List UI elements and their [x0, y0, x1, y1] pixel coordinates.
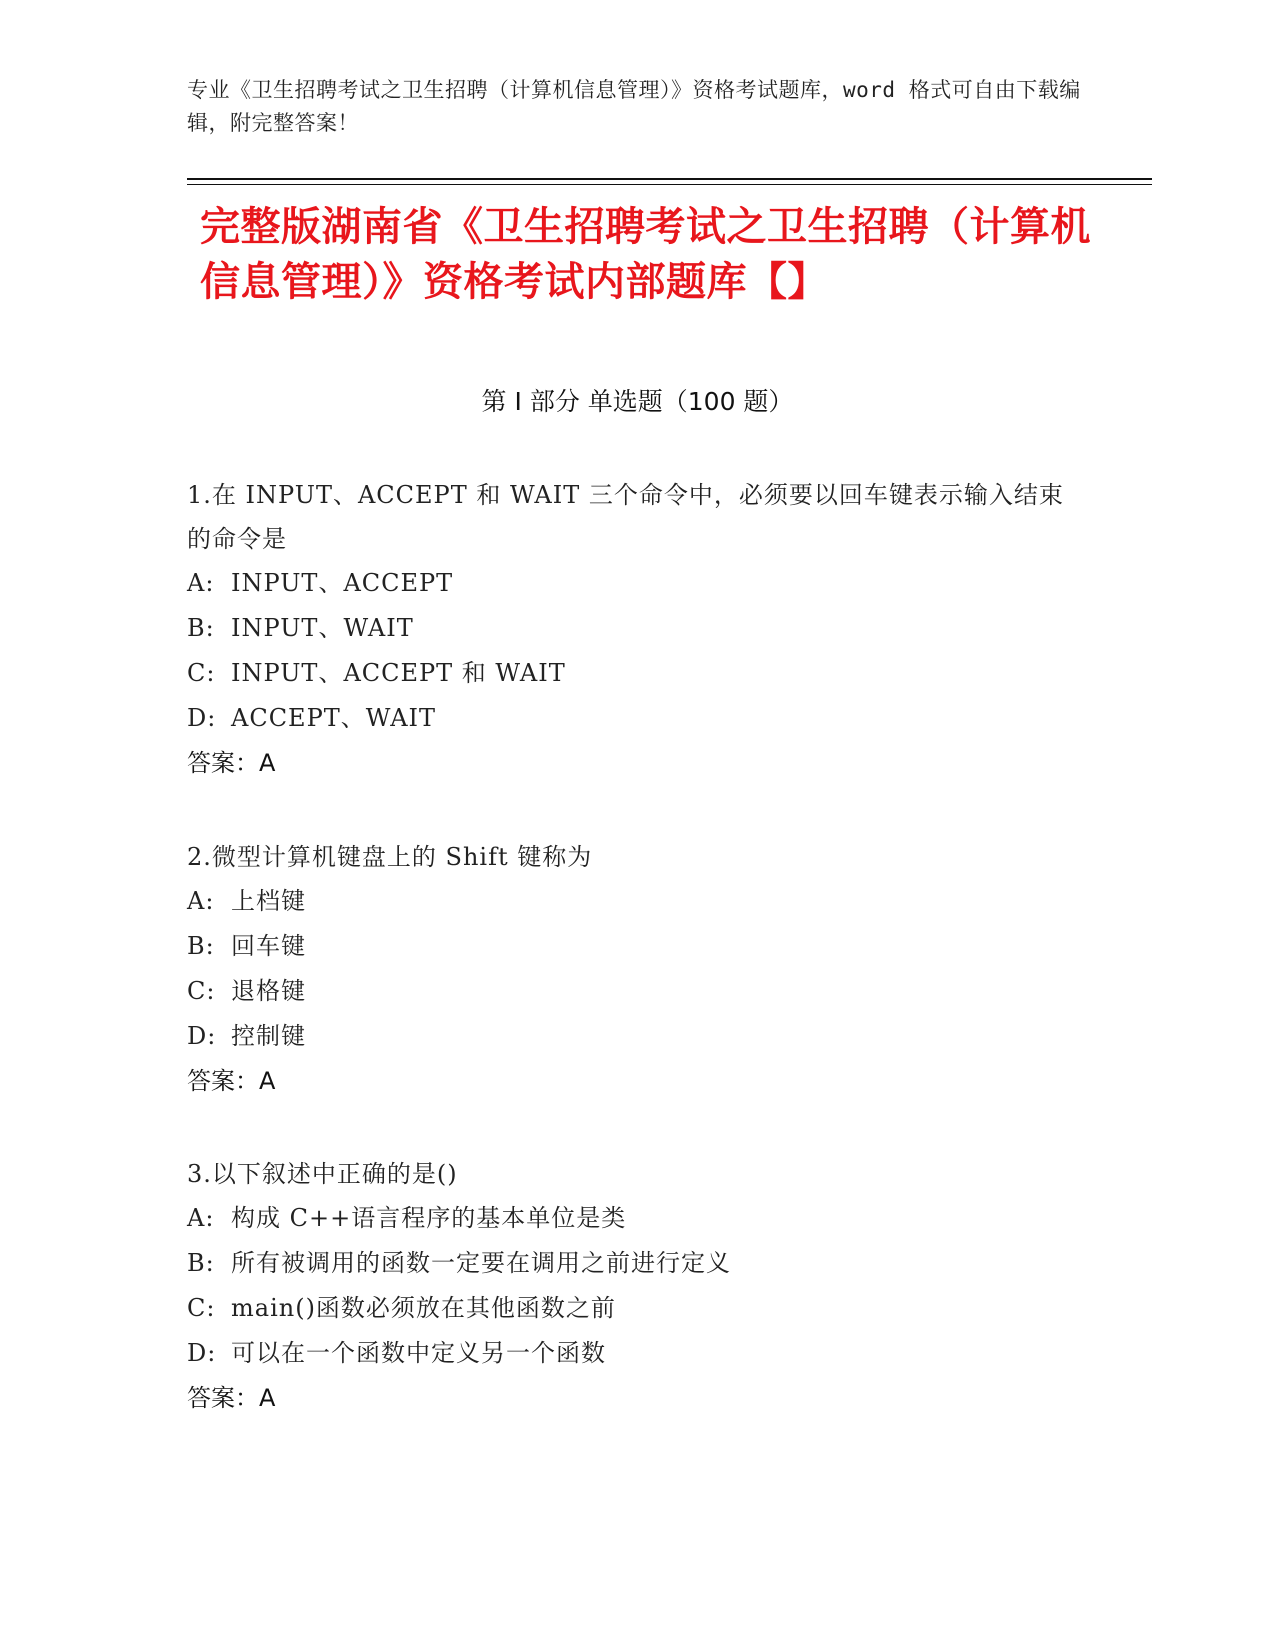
option-c	[187, 651, 1087, 696]
option-b	[187, 924, 1087, 969]
option-letter: D:	[187, 704, 217, 732]
option-a	[187, 879, 1087, 924]
option-a	[187, 561, 1087, 606]
option-text: 构成 C++语言程序的基本单位是类	[231, 1204, 627, 1232]
option-text: 退格键	[231, 977, 306, 1005]
header-divider-thick	[187, 178, 1152, 180]
question-3	[187, 1152, 1087, 1421]
option-text: ACCEPT、WAIT	[231, 704, 437, 732]
question-stem: 3.以下叙述中正确的是()	[187, 1160, 458, 1188]
option-letter: A:	[187, 1204, 215, 1232]
question-stem: 1.在 INPUT、ACCEPT 和 WAIT 三个命令中，必须要以回车键表示输入结束的命令是	[187, 481, 1064, 553]
option-text: INPUT、WAIT	[231, 614, 414, 642]
question-2	[187, 835, 1087, 1104]
option-text: 可以在一个函数中定义另一个函数	[231, 1339, 606, 1367]
option-letter: A:	[187, 569, 215, 597]
option-text: 上档键	[231, 887, 306, 915]
option-text: INPUT、ACCEPT 和 WAIT	[231, 659, 566, 687]
option-text: INPUT、ACCEPT	[231, 569, 454, 597]
option-letter: B:	[187, 1249, 215, 1277]
option-text: 控制键	[231, 1022, 306, 1050]
document-title: 完整版湖南省《卫生招聘考试之卫生招聘（计算机信息管理）》资格考试内部题库【】	[200, 204, 1091, 305]
option-d	[187, 696, 1087, 741]
question-stem: 2.微型计算机键盘上的 Shift 键称为	[187, 843, 593, 871]
option-b	[187, 1241, 1087, 1286]
option-letter: B:	[187, 932, 215, 960]
option-text: 回车键	[231, 932, 306, 960]
option-letter: C:	[187, 977, 216, 1005]
header-divider-thin	[187, 184, 1152, 185]
option-letter: D:	[187, 1022, 217, 1050]
option-d	[187, 1331, 1087, 1376]
option-b	[187, 606, 1087, 651]
option-letter: C:	[187, 659, 216, 687]
section-heading: 第 I 部分 单选题（100 题）	[481, 387, 794, 416]
option-c	[187, 969, 1087, 1014]
option-letter: A:	[187, 887, 215, 915]
answer: 答案：A	[187, 1384, 276, 1412]
option-text: main()函数必须放在其他函数之前	[231, 1294, 616, 1322]
answer: 答案：A	[187, 1067, 276, 1095]
option-letter: D:	[187, 1339, 217, 1367]
answer: 答案：A	[187, 749, 276, 777]
question-1	[187, 473, 1087, 786]
option-c	[187, 1286, 1087, 1331]
option-letter: B:	[187, 614, 215, 642]
option-text: 所有被调用的函数一定要在调用之前进行定义	[231, 1249, 731, 1277]
option-d	[187, 1014, 1087, 1059]
header-note: 专业《卫生招聘考试之卫生招聘（计算机信息管理）》资格考试题库，word 格式可自由下载编辑，附完整答案！	[187, 78, 1081, 135]
option-letter: C:	[187, 1294, 216, 1322]
option-a	[187, 1196, 1087, 1241]
